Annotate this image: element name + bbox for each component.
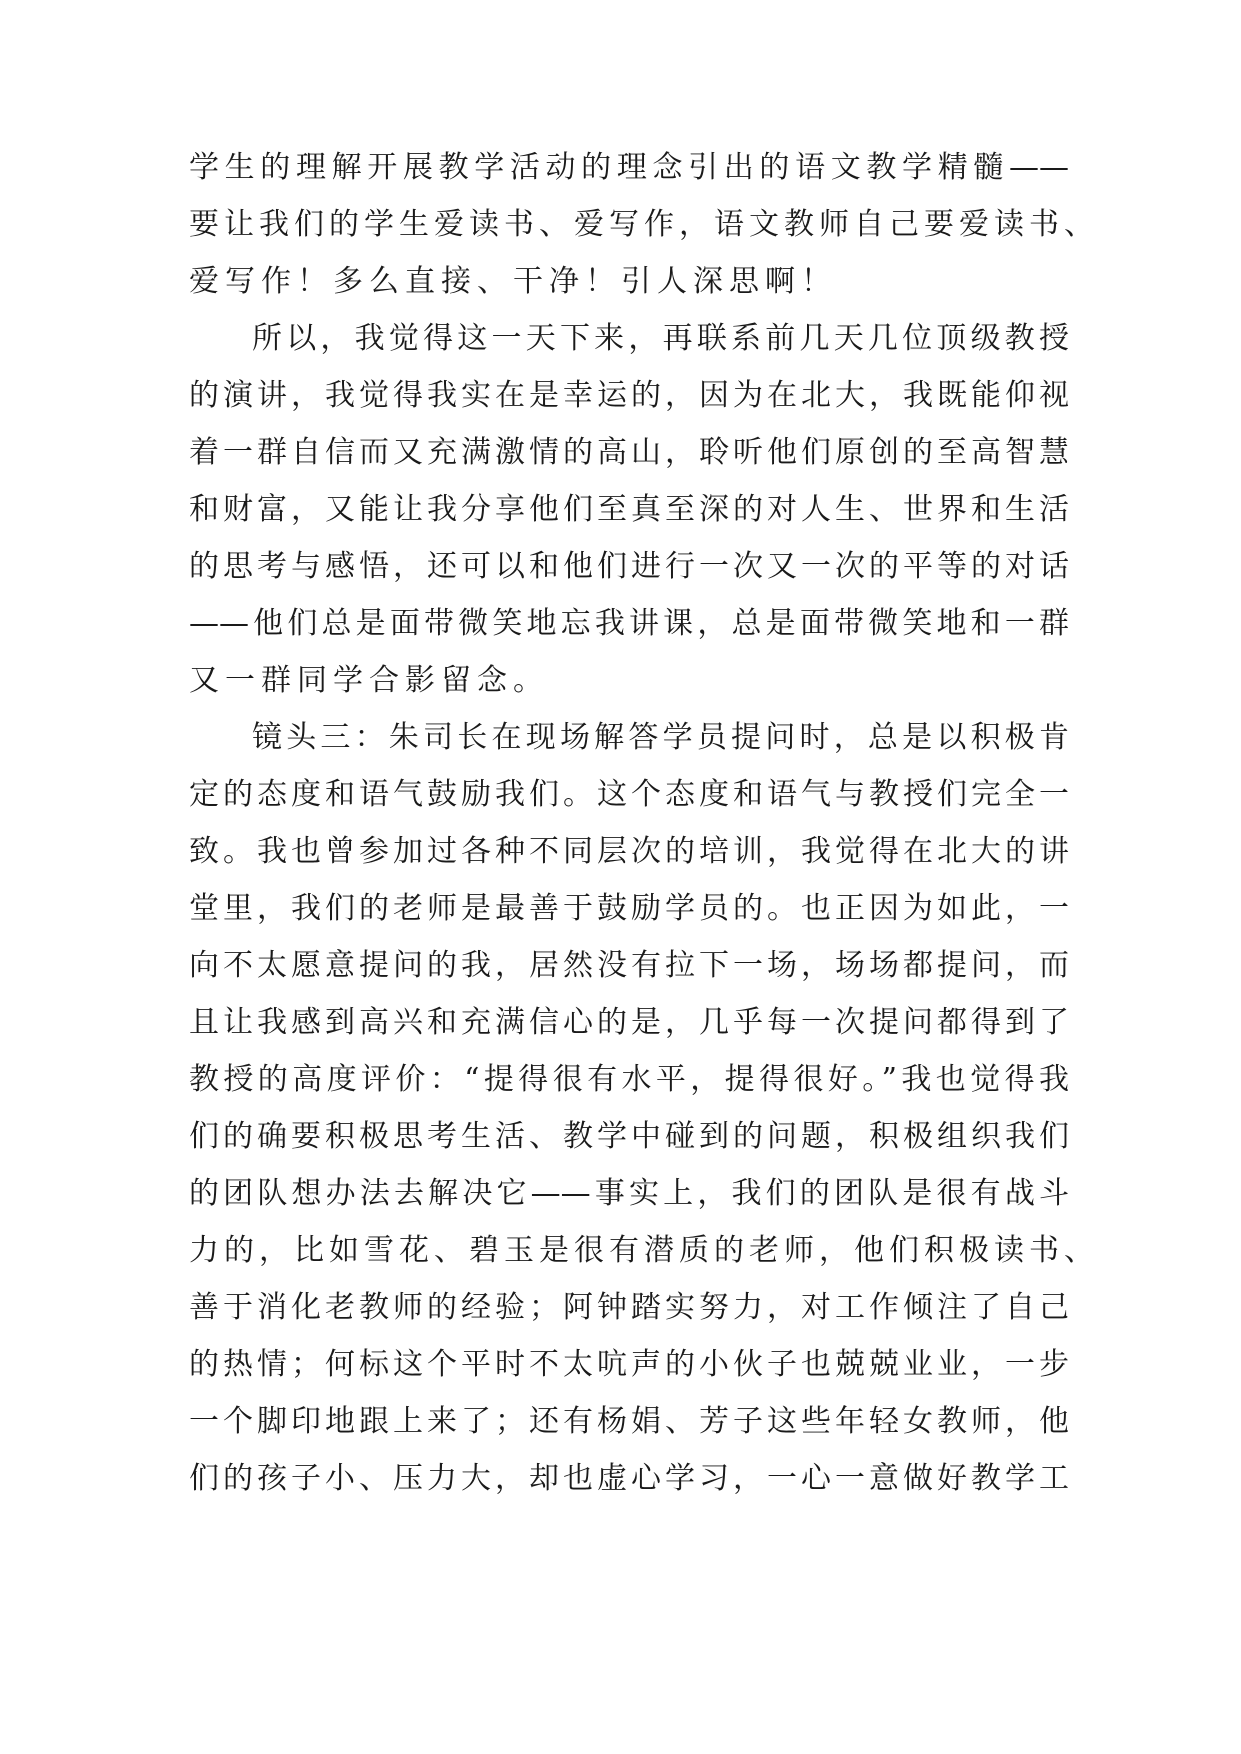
paragraph-line: 且让我感到高兴和充满信心的是，几乎每一次提问都得到了	[189, 1005, 1069, 1040]
paragraph-line: 的思考与感悟，还可以和他们进行一次又一次的平等的对话	[189, 549, 1069, 584]
paragraph-line: 要让我们的学生爱读书、爱写作，语文教师自己要爱读书、	[189, 207, 1094, 242]
paragraph-line: 致。我也曾参加过各种不同层次的培训，我觉得在北大的讲	[189, 834, 1069, 869]
paragraph-line: 教授的高度评价：“提得很有水平，提得很好。”我也觉得我	[189, 1062, 1069, 1097]
paragraph-line: 又一群同学合影留念。	[189, 663, 549, 698]
paragraph-line: 爱写作！多么直接、干净！引人深思啊！	[189, 264, 837, 299]
paragraph-line: 学生的理解开展教学活动的理念引出的语文教学精髓——	[189, 150, 1069, 185]
paragraph-line: 的热情；何标这个平时不太吭声的小伙子也兢兢业业，一步	[189, 1347, 1069, 1382]
paragraph-line: 的演讲，我觉得我实在是幸运的，因为在北大，我既能仰视	[189, 378, 1069, 413]
paragraph-line: 定的态度和语气鼓励我们。这个态度和语气与教授们完全一	[189, 777, 1069, 812]
paragraph-line: 善于消化老教师的经验；阿钟踏实努力，对工作倾注了自己	[189, 1290, 1069, 1325]
paragraph-line: 向不太愿意提问的我，居然没有拉下一场，场场都提问，而	[189, 948, 1069, 983]
paragraph-line: 们的孩子小、压力大，却也虚心学习，一心一意做好教学工	[189, 1461, 1069, 1496]
paragraph-line: 们的确要积极思考生活、教学中碰到的问题，积极组织我们	[189, 1119, 1069, 1154]
paragraph-line: 的团队想办法去解决它——事实上，我们的团队是很有战斗	[189, 1176, 1069, 1211]
paragraph-line: 所以，我觉得这一天下来，再联系前几天几位顶级教授	[252, 321, 1069, 356]
paragraph-line: 力的，比如雪花、碧玉是很有潜质的老师，他们积极读书、	[189, 1233, 1094, 1268]
paragraph-line: 着一群自信而又充满激情的高山，聆听他们原创的至高智慧	[189, 435, 1069, 470]
paragraph-line: 和财富，又能让我分享他们至真至深的对人生、世界和生活	[189, 492, 1069, 527]
paragraph-line: 镜头三：朱司长在现场解答学员提问时，总是以积极肯	[252, 720, 1069, 755]
paragraph-line: 一个脚印地跟上来了；还有杨娟、芳子这些年轻女教师，他	[189, 1404, 1069, 1439]
paragraph-line: ——他们总是面带微笑地忘我讲课，总是面带微笑地和一群	[189, 606, 1069, 641]
paragraph-line: 堂里，我们的老师是最善于鼓励学员的。也正因为如此，一	[189, 891, 1069, 926]
